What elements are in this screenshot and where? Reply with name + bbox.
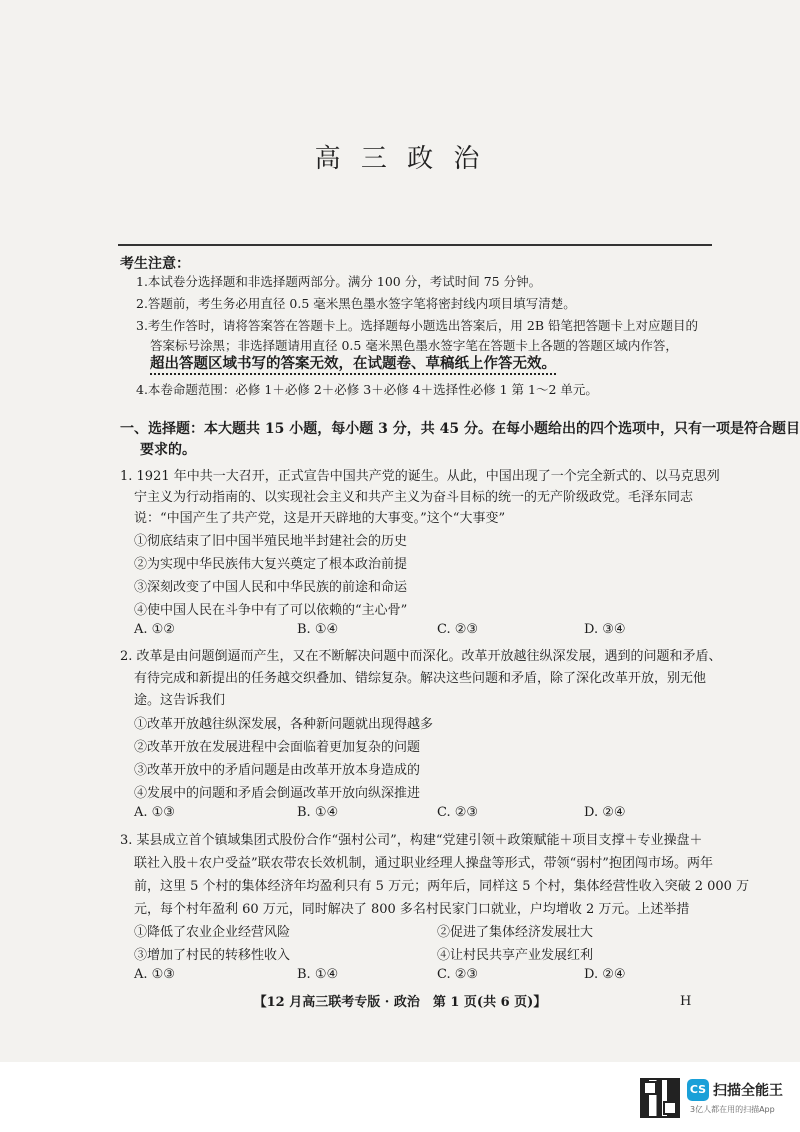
watermark-strip (0, 1062, 800, 1132)
section-heading-line-2: 要求的。 (140, 442, 196, 458)
q2-item-3: ③改革开放中的矛盾问题是由改革开放本身造成的 (134, 763, 421, 778)
q1-option-d: D. ③④ (584, 622, 626, 637)
q2-option-c: C. ②③ (437, 805, 479, 820)
q3-item-3: ③增加了村民的转移性收入 (134, 948, 291, 963)
q3-stem-1: 3. 某县成立首个镇域集团式股份合作“强村公司”，构建“党建引领＋政策赋能＋项目支撑＋专业操盘＋ (120, 833, 703, 848)
q1-item-4: ④使中国人民在斗争中有了可以依赖的“主心骨” (134, 603, 408, 618)
q1-stem-3: 说：“中国产生了共产党，这是开天辟地的大事变。”这个“大事变” (134, 511, 506, 526)
page-footer: 【12 月高三联考专版 · 政治 第 1 页(共 6 页)】 (253, 995, 547, 1010)
notice-line-1: 1.本试卷分选择题和非选择题两部分。满分 100 分，考试时间 75 分钟。 (136, 274, 542, 289)
q1-option-c: C. ②③ (437, 622, 479, 637)
watermark-tagline: 3亿人都在用的扫描App (690, 1105, 775, 1114)
q1-option-a: A. ①② (134, 622, 175, 637)
q3-stem-4: 元，每个村年盈利 60 万元，同时解决了 800 多名村民家门口就业，户均增收 2 万元。上述举措 (134, 902, 690, 917)
q1-stem-2: 宁主义为行动指南的、以实现社会主义和共产主义为奋斗目标的统一的无产阶级政党。毛泽东同志 (134, 490, 694, 505)
q1-item-2: ②为实现中华民族伟大复兴奠定了根本政治前提 (134, 557, 408, 572)
notice-emphasis: 超出答题区域书写的答案无效，在试题卷、草稿纸上作答无效。 (150, 356, 556, 375)
header-rule (118, 244, 712, 246)
section-heading-line-1: 一、选择题：本大题共 15 小题，每小题 3 分，共 45 分。在每小题给出的四个选项中，只有一项是符合题目 (120, 421, 800, 437)
q2-item-2: ②改革开放在发展进程中会面临着更加复杂的问题 (134, 740, 421, 755)
notice-heading: 考生注意： (120, 256, 190, 272)
notice-line-4: 4.本卷命题范围：必修 1＋必修 2＋必修 3＋必修 4＋选择性必修 1 第 1～2 单元。 (136, 382, 598, 397)
notice-line-2: 2.答题前，考生务必用直径 0.5 毫米黑色墨水签字笔将密封线内项目填写清楚。 (136, 296, 576, 311)
q3-option-c: C. ②③ (437, 967, 479, 982)
notice-line-3a: 3.考生作答时，请将答案答在答题卡上。选择题每小题选出答案后，用 2B 铅笔把答题卡上对应题目的 (136, 318, 699, 333)
camscanner-logo-icon: CS (687, 1079, 709, 1101)
q1-item-1: ①彻底结束了旧中国半殖民地半封建社会的历史 (134, 534, 408, 549)
notice-line-3c (150, 355, 556, 373)
q3-item-1: ①降低了农业企业经营风险 (134, 925, 291, 940)
page-title: 高 三 政 治 (314, 144, 486, 174)
q2-option-b: B. ①④ (297, 805, 339, 820)
q2-option-a: A. ①③ (134, 805, 175, 820)
q2-option-d: D. ②④ (584, 805, 626, 820)
q3-stem-3: 前，这里 5 个村的集体经济年均盈利只有 5 万元；两年后，同样这 5 个村，集体经营性收入突破 2 000 万 (134, 879, 750, 894)
q2-item-4: ④发展中的问题和矛盾会倒逼改革开放向纵深推进 (134, 786, 421, 801)
q2-item-1: ①改革开放越往纵深发展，各种新问题就出现得越多 (134, 717, 434, 732)
q3-stem-2: 联社入股＋农户受益”联农带农长效机制，通过职业经理人操盘等形式，带领“弱村”抱团闯市场。两年 (134, 856, 713, 871)
q3-option-d: D. ②④ (584, 967, 626, 982)
qr-code-icon (640, 1078, 680, 1118)
footer-version-mark: H (680, 994, 692, 1009)
q3-item-4: ④让村民共享产业发展红利 (437, 948, 594, 963)
notice-line-3b: 答案标号涂黑；非选择题请用直径 0.5 毫米黑色墨水签字笔在答题卡上各题的答题区域内作答， (150, 338, 678, 353)
watermark-app-name: 扫描全能王 (713, 1083, 783, 1099)
q2-stem-2: 有待完成和新提出的任务越交织叠加、错综复杂。解决这些问题和矛盾，除了深化改革开放，别无他 (134, 671, 707, 686)
q3-item-2: ②促进了集体经济发展壮大 (437, 925, 594, 940)
q2-stem-3: 途。这告诉我们 (134, 693, 226, 708)
q1-item-3: ③深刻改变了中国人民和中华民族的前途和命运 (134, 580, 408, 595)
q1-stem-1: 1. 1921 年中共一大召开，正式宣告中国共产党的诞生。从此，中国出现了一个完全新式的、以马克思列 (120, 469, 720, 484)
q1-option-b: B. ①④ (297, 622, 339, 637)
q3-option-a: A. ①③ (134, 967, 175, 982)
q2-stem-1: 2. 改革是由问题倒逼而产生，又在不断解决问题中而深化。改革开放越往纵深发展，遇到的问题和矛盾、 (120, 649, 722, 664)
q3-option-b: B. ①④ (297, 967, 339, 982)
